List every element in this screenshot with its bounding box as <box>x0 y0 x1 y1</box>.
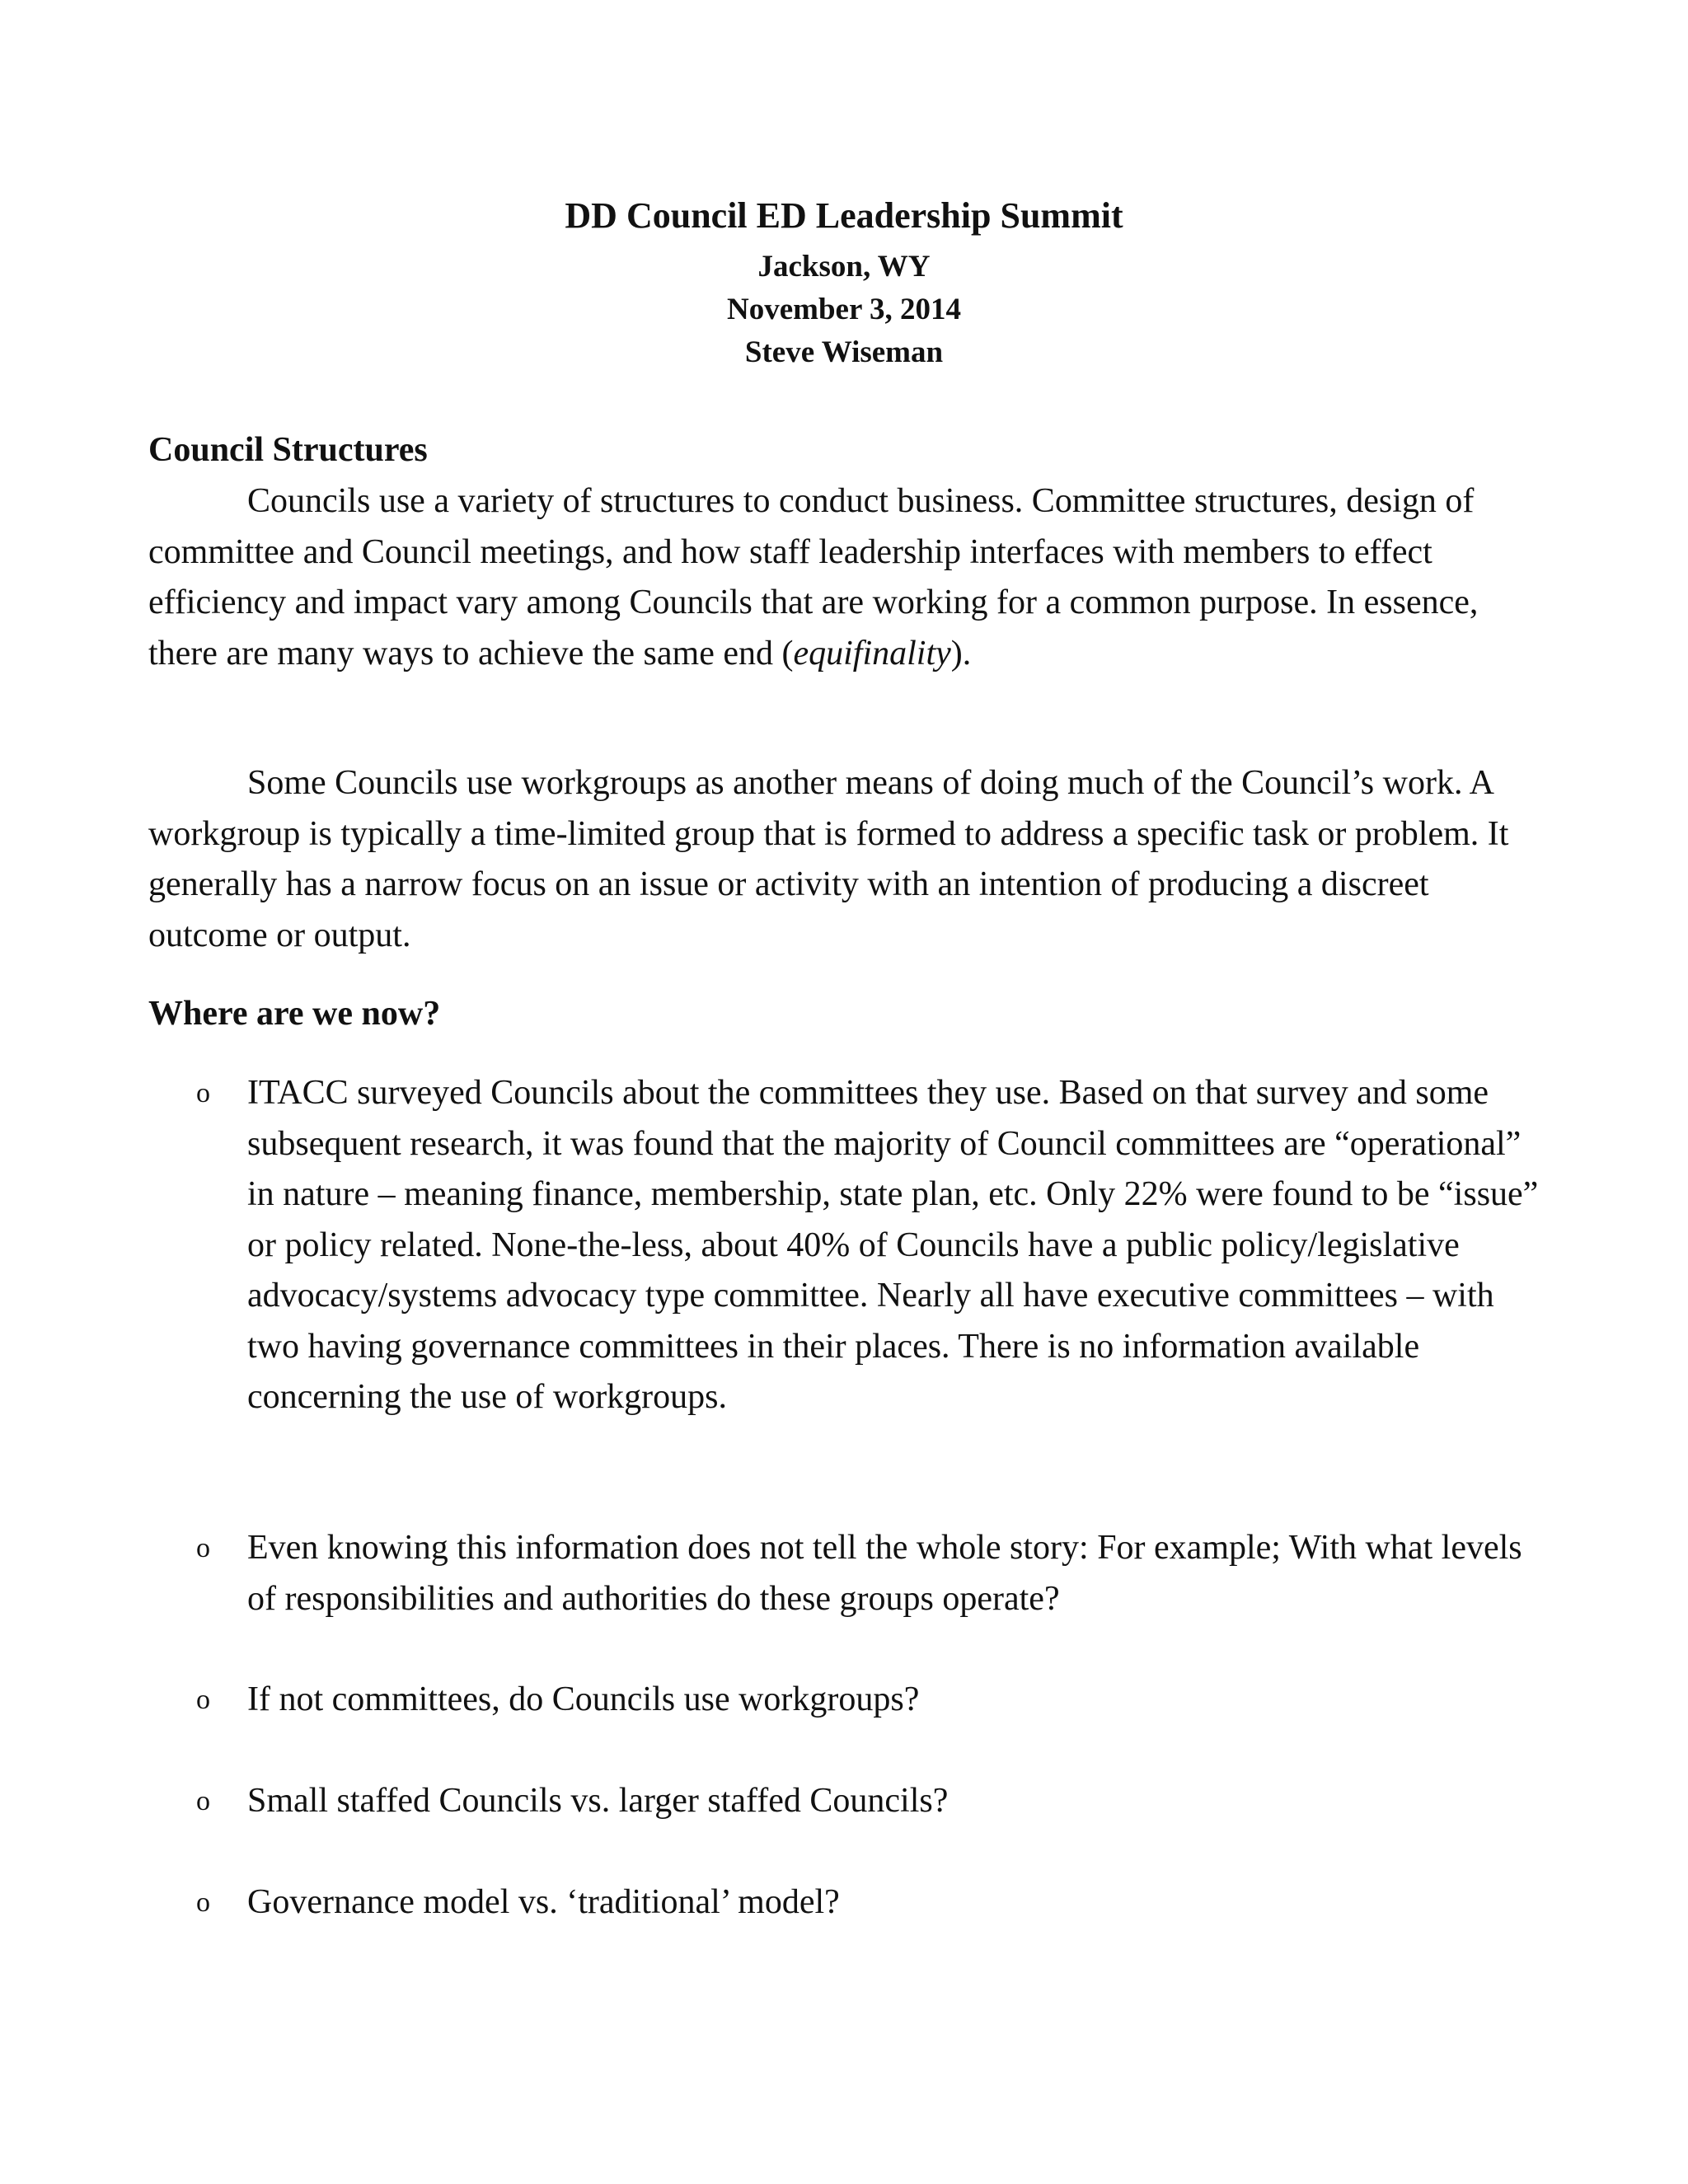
paragraph-italic-term: equifinality <box>793 634 951 673</box>
document-title: DD Council ED Leadership Summit <box>565 195 1123 236</box>
bullet-marker: o <box>196 1078 210 1108</box>
bullet-item <box>196 1523 1550 1624</box>
bullet-text: Governance model vs. ‘traditional’ model? <box>247 1883 840 1921</box>
bullet-item <box>196 1877 1550 1929</box>
paragraph-text: Councils use a variety of structures to conduct business. Committee structures, design of committee and Council meetings, and how staff leadership interfaces with members to effect efficiency and impact vary among Councils that are working for a common purpose. In essence, there are many ways to achieve the same end ( <box>148 482 1479 673</box>
paragraph-council-structures-1 <box>148 476 1533 679</box>
document-location: Jackson, WY <box>757 250 931 284</box>
section-heading-where-are-we-now: Where are we now? <box>148 995 441 1033</box>
bullet-item <box>196 1068 1550 1423</box>
bullet-marker: o <box>196 1533 210 1563</box>
bullet-text: If not committees, do Councils use workgroups? <box>247 1680 920 1718</box>
bullet-marker: o <box>196 1887 210 1918</box>
bullet-text: Even knowing this information does not tell the whole story: For example; With what levels of responsibilities and authorities do these groups operate? <box>247 1529 1522 1618</box>
document-author: Steve Wiseman <box>744 335 944 369</box>
section-heading-council-structures: Council Structures <box>148 431 428 469</box>
bullet-marker: o <box>196 1786 210 1816</box>
paragraph-council-structures-2: Some Councils use workgroups as another means of doing much of the Council’s work. A workgroup is typically a time-limited group that is formed to address a specific task or problem. It generally has a narrow focus on an issue or activity with an intention of producing a discreet outcome or output. <box>148 764 1509 954</box>
bullet-item <box>196 1675 1550 1726</box>
bullet-marker: o <box>196 1685 210 1715</box>
bullet-text: Small staffed Councils vs. larger staffed Councils? <box>247 1782 949 1820</box>
document-date: November 3, 2014 <box>727 293 961 326</box>
bullet-text: ITACC surveyed Councils about the committees they use. Based on that survey and some subsequent research, it was found that the majority of Council committees are “operational” in nature – meaning finance, membership, state plan, etc. Only 22% were found to be “issue” or policy related. None-the-less, about 40% of Councils have a public policy/legislative advocacy/systems advocacy type committee. Nearly all have executive committees – with two having governance committees in their places. There is no information available concerning the use of workgroups. <box>247 1074 1539 1416</box>
paragraph-text-end: ). <box>950 634 972 673</box>
bullet-item <box>196 1776 1550 1827</box>
